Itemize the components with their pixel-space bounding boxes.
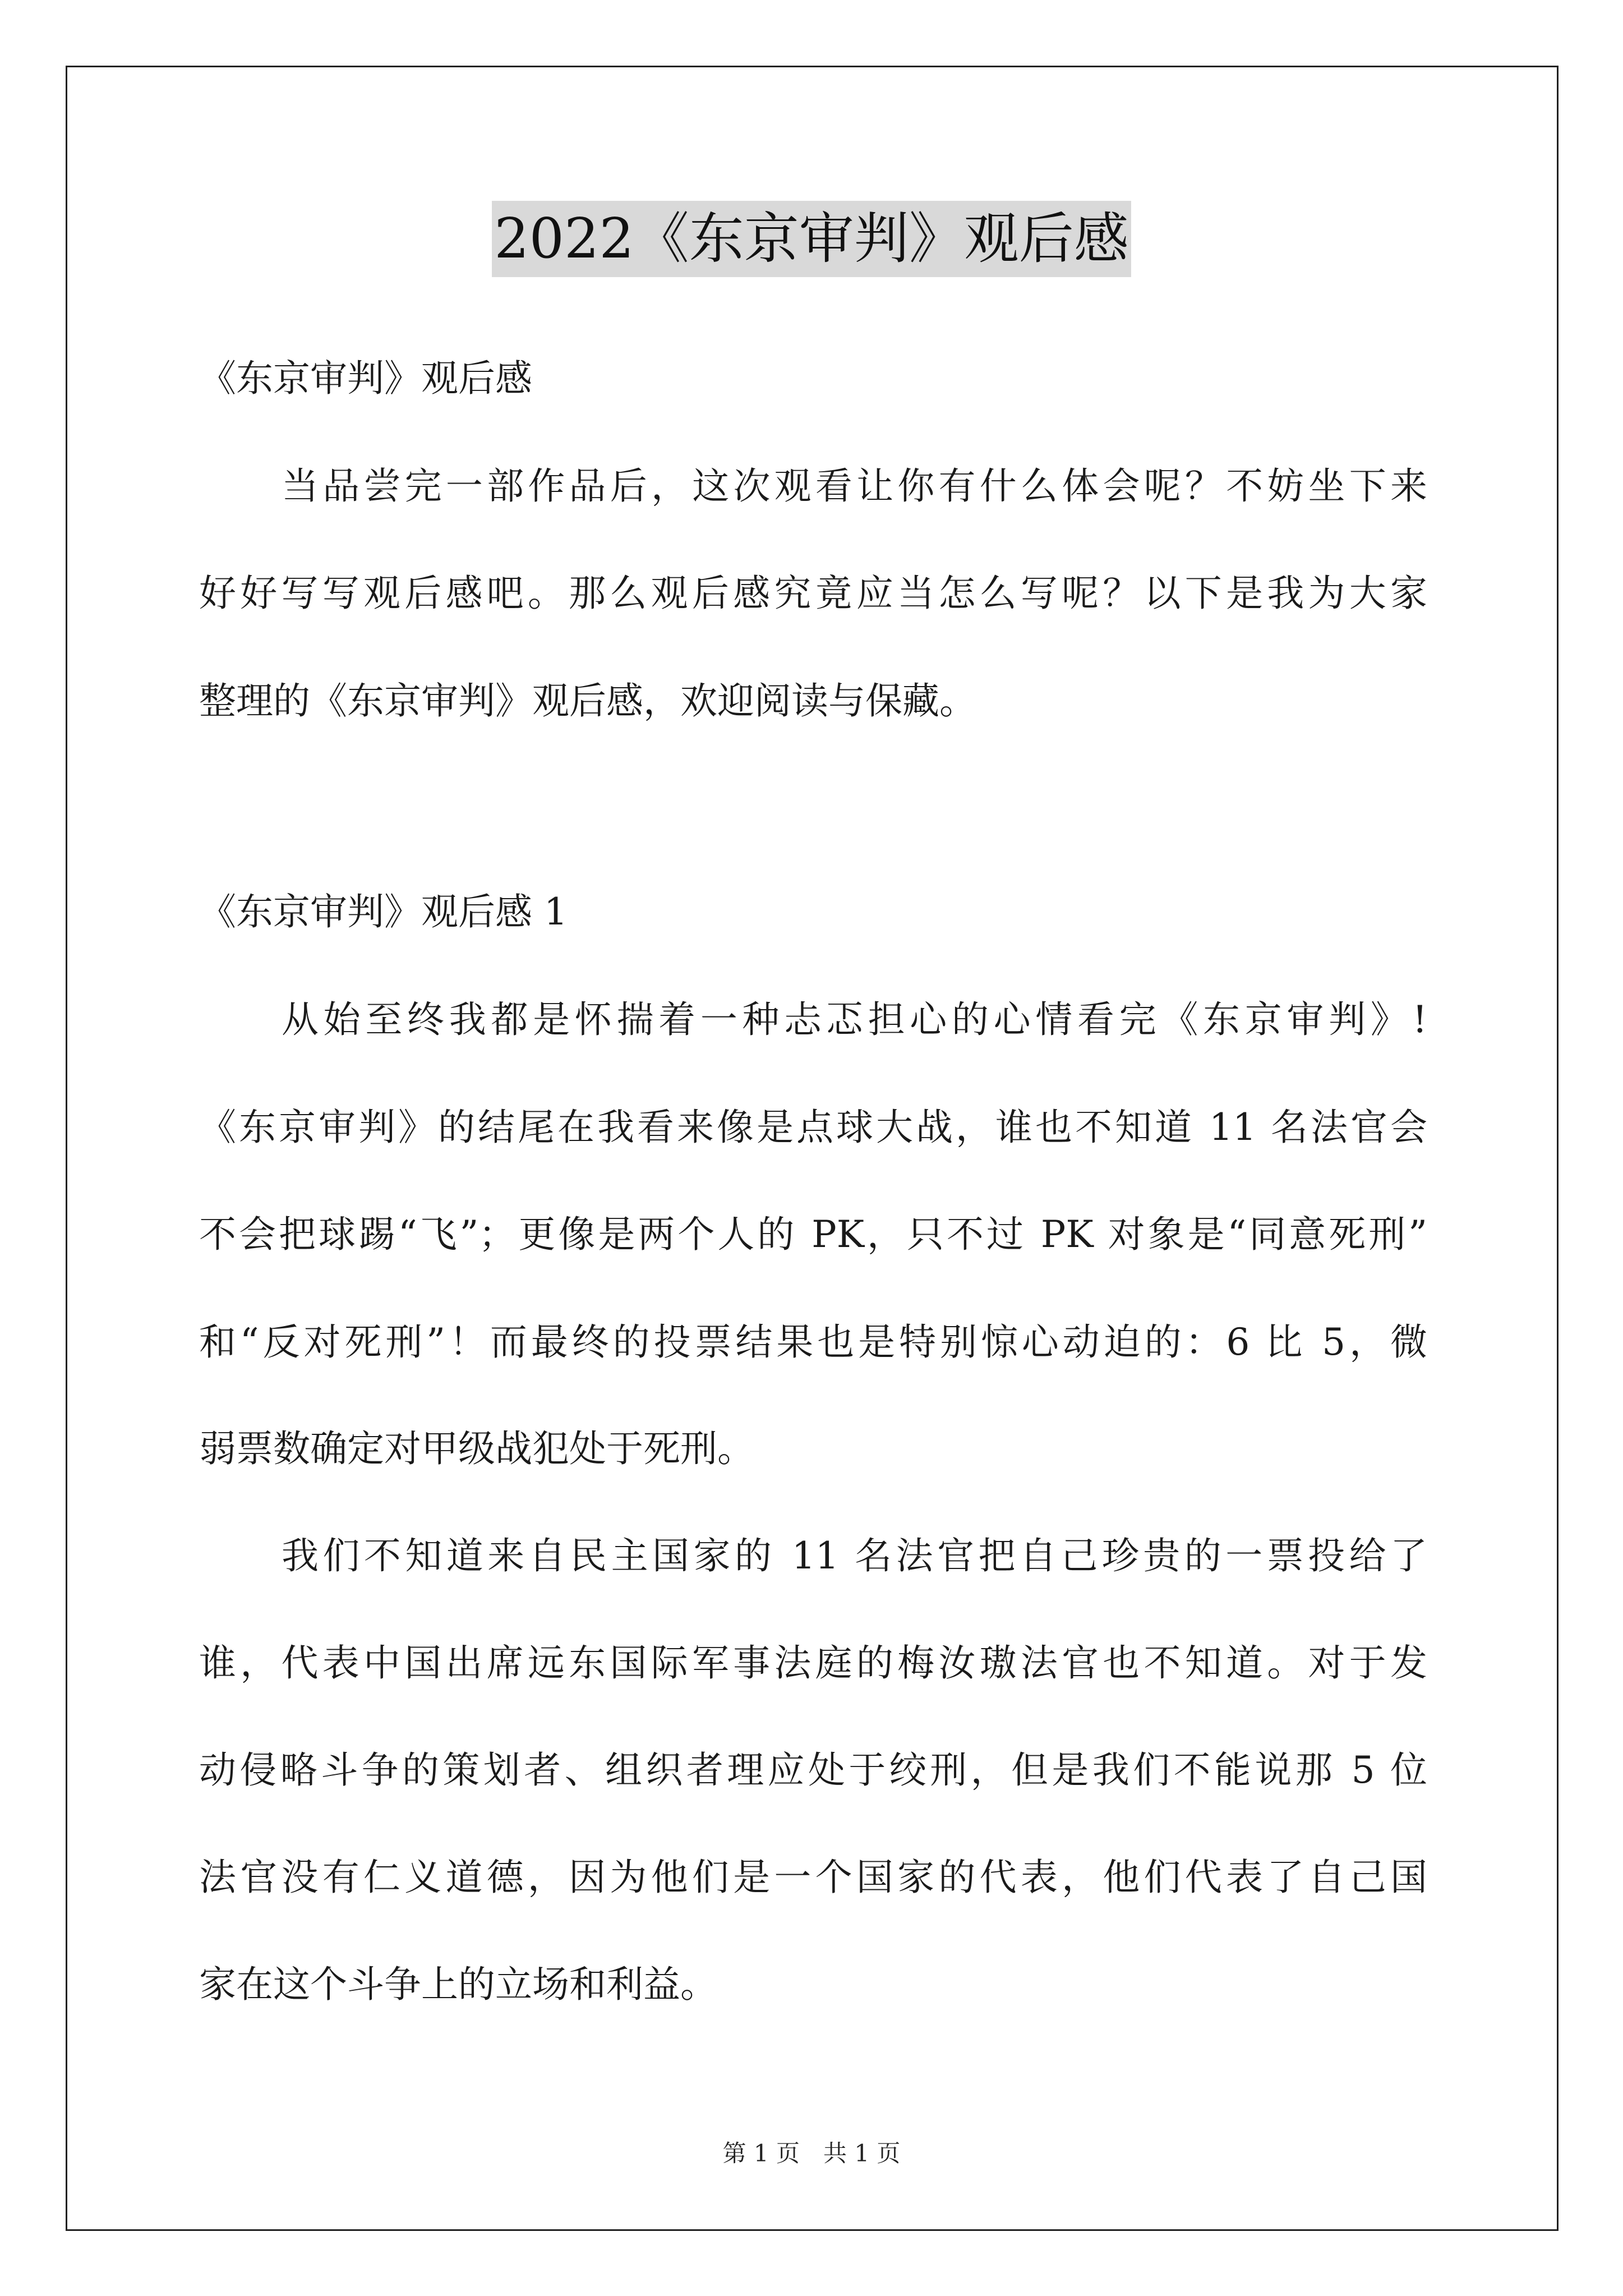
intro-heading: 《东京审判》观后感 — [199, 357, 532, 400]
paragraph1-line-4: 和“反对死刑”！而最终的投票结果也是特别惊心动迫的：6 比 5，微 — [199, 1320, 1427, 1364]
paragraph2-line-5: 家在这个斗争上的立场和利益。 — [199, 1963, 717, 2006]
intro-line-1: 当品尝完一部作品后，这次观看让你有什么体会呢？不妨坐下来 — [282, 464, 1427, 508]
paragraph1-line-1: 从始至终我都是怀揣着一种忐忑担心的心情看完《东京审判》! — [282, 998, 1427, 1041]
page-number: 第 1 页 共 1 页 — [722, 2139, 901, 2167]
title-container — [0, 201, 1623, 277]
section-heading: 《东京审判》观后感 1 — [199, 890, 568, 933]
paragraph2-line-3: 动侵略斗争的策划者、组织者理应处于绞刑，但是我们不能说那 5 位 — [199, 1749, 1427, 1792]
intro-line-3: 整理的《东京审判》观后感，欢迎阅读与保藏。 — [199, 679, 976, 723]
intro-line-2: 好好写写观后感吧。那么观后感究竟应当怎么写呢？以下是我为大家 — [199, 572, 1427, 615]
paragraph2-line-1: 我们不知道来自民主国家的 11 名法官把自己珍贵的一票投给了 — [282, 1534, 1427, 1577]
document-title: 2022《东京审判》观后感 — [492, 201, 1131, 277]
paragraph1-line-3: 不会把球踢“飞”；更像是两个人的 PK，只不过 PK 对象是“同意死刑” — [199, 1213, 1427, 1256]
paragraph1-line-2: 《东京审判》的结尾在我看来像是点球大战，谁也不知道 11 名法官会 — [199, 1106, 1427, 1149]
paragraph1-line-5: 弱票数确定对甲级战犯处于死刑。 — [199, 1427, 754, 1470]
paragraph2-line-4: 法官没有仁义道德，因为他们是一个国家的代表，他们代表了自己国 — [199, 1856, 1427, 1899]
paragraph2-line-2: 谁，代表中国出席远东国际军事法庭的梅汝璈法官也不知道。对于发 — [199, 1641, 1427, 1685]
